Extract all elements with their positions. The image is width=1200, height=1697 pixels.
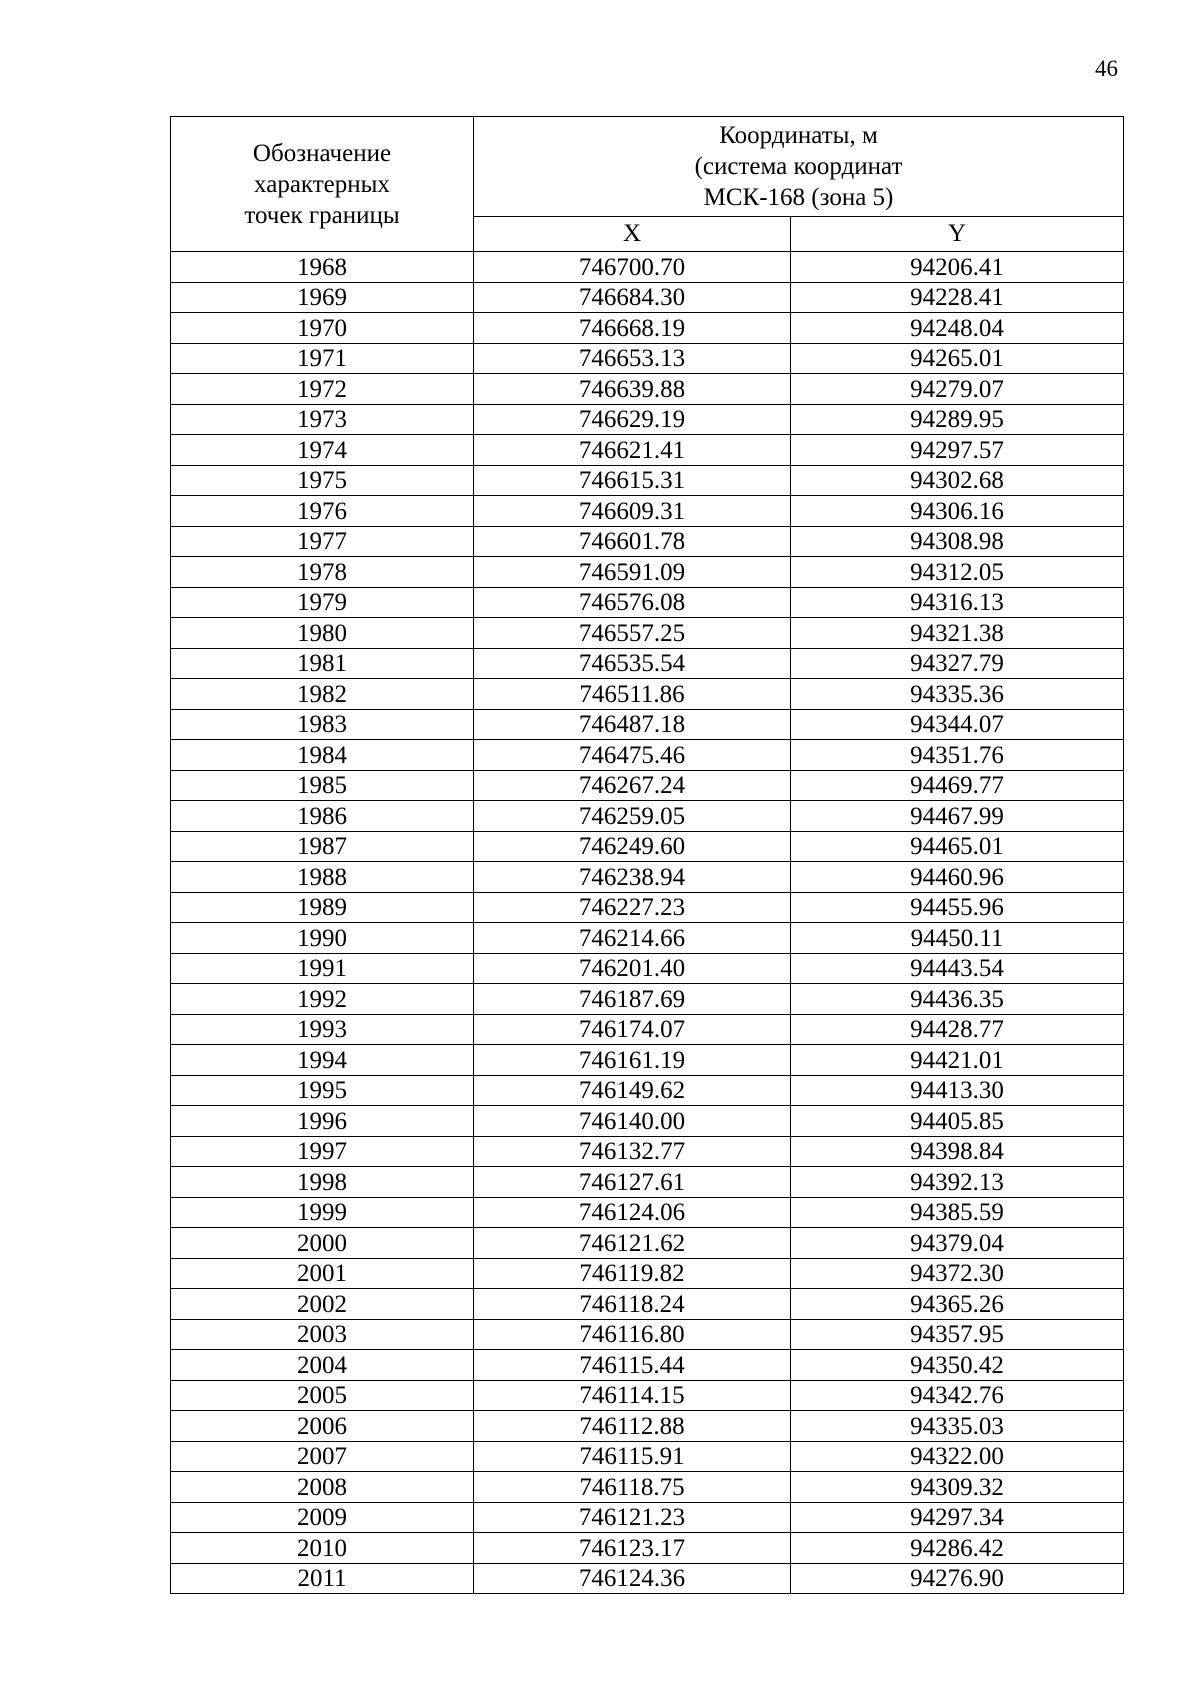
table-row [171,1289,1124,1320]
point-cell: 1996 [171,1106,474,1137]
x-cell: 746124.36 [474,1563,791,1594]
table-row [171,252,1124,283]
point-cell: 1992 [171,984,474,1015]
table-row [171,435,1124,466]
x-cell: 746475.46 [474,740,791,771]
table-row [171,1350,1124,1381]
point-cell: 1976 [171,496,474,527]
x-cell: 746161.19 [474,1045,791,1076]
point-cell: 1986 [171,801,474,832]
y-cell: 94265.01 [791,343,1124,374]
point-cell: 1995 [171,1075,474,1106]
point-cell: 1989 [171,892,474,923]
x-cell: 746629.19 [474,404,791,435]
y-cell: 94297.57 [791,435,1124,466]
y-cell: 94335.03 [791,1411,1124,1442]
x-cell: 746511.86 [474,679,791,710]
point-cell: 1970 [171,313,474,344]
point-cell: 1999 [171,1197,474,1228]
x-cell: 746214.66 [474,923,791,954]
table-row [171,1533,1124,1564]
y-cell: 94302.68 [791,465,1124,496]
point-cell: 1984 [171,740,474,771]
point-cell: 2000 [171,1228,474,1259]
y-cell: 94379.04 [791,1228,1124,1259]
x-cell: 746119.82 [474,1258,791,1289]
point-cell: 1981 [171,648,474,679]
point-cell: 1979 [171,587,474,618]
x-cell: 746140.00 [474,1106,791,1137]
x-cell: 746609.31 [474,496,791,527]
y-cell: 94365.26 [791,1289,1124,1320]
x-cell: 746227.23 [474,892,791,923]
y-cell: 94316.13 [791,587,1124,618]
x-cell: 746259.05 [474,801,791,832]
table-row [171,465,1124,496]
x-cell: 746267.24 [474,770,791,801]
point-cell: 2011 [171,1563,474,1594]
x-cell: 746116.80 [474,1319,791,1350]
x-cell: 746121.62 [474,1228,791,1259]
point-cell: 1987 [171,831,474,862]
table-row [171,1411,1124,1442]
table-row [171,282,1124,313]
header-line: Обозначение [252,139,392,167]
point-cell: 1985 [171,770,474,801]
y-cell: 94450.11 [791,923,1124,954]
point-cell: 2002 [171,1289,474,1320]
table-row [171,648,1124,679]
point-cell: 1982 [171,679,474,710]
point-label-header [171,117,474,252]
y-cell: 94460.96 [791,862,1124,893]
table-row [171,343,1124,374]
x-cell: 746591.09 [474,557,791,588]
table-row [171,923,1124,954]
y-cell: 94306.16 [791,496,1124,527]
table-row [171,1441,1124,1472]
point-cell: 1974 [171,435,474,466]
y-cell: 94308.98 [791,526,1124,557]
table-row [171,1136,1124,1167]
y-cell: 94351.76 [791,740,1124,771]
table-row [171,953,1124,984]
point-cell: 1988 [171,862,474,893]
point-cell: 1972 [171,374,474,405]
point-cell: 1971 [171,343,474,374]
table-row [171,1258,1124,1289]
x-cell: 746576.08 [474,587,791,618]
y-cell: 94443.54 [791,953,1124,984]
table-row [171,740,1124,771]
x-cell: 746684.30 [474,282,791,313]
table-row [171,557,1124,588]
x-cell: 746653.13 [474,343,791,374]
y-cell: 94405.85 [791,1106,1124,1137]
point-cell: 1993 [171,1014,474,1045]
y-cell: 94344.07 [791,709,1124,740]
x-cell: 746118.24 [474,1289,791,1320]
header-line: (система координат [694,153,903,181]
page-number: 46 [1095,56,1118,81]
y-column-header: Y [791,217,1124,252]
table-row [171,709,1124,740]
x-cell: 746615.31 [474,465,791,496]
point-cell: 2001 [171,1258,474,1289]
y-cell: 94335.36 [791,679,1124,710]
y-cell: 94469.77 [791,770,1124,801]
table-row [171,1106,1124,1137]
point-cell: 2009 [171,1502,474,1533]
x-cell: 746121.23 [474,1502,791,1533]
y-cell: 94413.30 [791,1075,1124,1106]
point-cell: 1997 [171,1136,474,1167]
table-row [171,1502,1124,1533]
table-row [171,404,1124,435]
table-row [171,770,1124,801]
table-row [171,496,1124,527]
x-cell: 746238.94 [474,862,791,893]
table-row [171,984,1124,1015]
x-cell: 746187.69 [474,984,791,1015]
header-line: Координаты, м [719,122,878,150]
y-cell: 94455.96 [791,892,1124,923]
x-cell: 746621.41 [474,435,791,466]
point-cell: 1977 [171,526,474,557]
table-row [171,862,1124,893]
y-cell: 94279.07 [791,374,1124,405]
table-row [171,374,1124,405]
point-cell: 2007 [171,1441,474,1472]
x-cell: 746115.44 [474,1350,791,1381]
point-cell: 1991 [171,953,474,984]
y-cell: 94436.35 [791,984,1124,1015]
y-cell: 94228.41 [791,282,1124,313]
y-cell: 94321.38 [791,618,1124,649]
x-cell: 746118.75 [474,1472,791,1503]
point-cell: 1978 [171,557,474,588]
y-cell: 94392.13 [791,1167,1124,1198]
point-cell: 2005 [171,1380,474,1411]
point-cell: 1969 [171,282,474,313]
x-cell: 746112.88 [474,1411,791,1442]
y-cell: 94309.32 [791,1472,1124,1503]
header-line: точек границы [244,201,400,229]
point-cell: 1973 [171,404,474,435]
x-column-header: X [474,217,791,252]
coordinates-header [474,117,1124,217]
header-line: характерных [254,170,390,198]
x-cell: 746132.77 [474,1136,791,1167]
point-cell: 1998 [171,1167,474,1198]
y-cell: 94465.01 [791,831,1124,862]
x-cell: 746174.07 [474,1014,791,1045]
y-cell: 94289.95 [791,404,1124,435]
table-row [171,1045,1124,1076]
point-cell: 1980 [171,618,474,649]
x-cell: 746127.61 [474,1167,791,1198]
x-cell: 746487.18 [474,709,791,740]
table-row [171,1472,1124,1503]
table-row [171,1319,1124,1350]
x-cell: 746115.91 [474,1441,791,1472]
y-cell: 94421.01 [791,1045,1124,1076]
x-cell: 746601.78 [474,526,791,557]
point-cell: 2010 [171,1533,474,1564]
x-cell: 746639.88 [474,374,791,405]
table-body [171,252,1124,1594]
table-row [171,1167,1124,1198]
y-cell: 94206.41 [791,252,1124,283]
table-row [171,1380,1124,1411]
table-row [171,1197,1124,1228]
table-row [171,679,1124,710]
point-cell: 1983 [171,709,474,740]
y-cell: 94327.79 [791,648,1124,679]
table-row [171,801,1124,832]
point-cell: 1990 [171,923,474,954]
point-cell: 2006 [171,1411,474,1442]
table-row [171,618,1124,649]
y-cell: 94342.76 [791,1380,1124,1411]
y-cell: 94467.99 [791,801,1124,832]
point-cell: 2008 [171,1472,474,1503]
point-cell: 2004 [171,1350,474,1381]
table-row [171,831,1124,862]
point-cell: 1994 [171,1045,474,1076]
y-cell: 94312.05 [791,557,1124,588]
x-cell: 746149.62 [474,1075,791,1106]
table-row [171,1228,1124,1259]
table-row [171,587,1124,618]
point-cell: 1968 [171,252,474,283]
table-row [171,526,1124,557]
x-cell: 746249.60 [474,831,791,862]
y-cell: 94357.95 [791,1319,1124,1350]
y-cell: 94322.00 [791,1441,1124,1472]
table-row [171,1014,1124,1045]
x-cell: 746557.25 [474,618,791,649]
x-cell: 746123.17 [474,1533,791,1564]
y-cell: 94297.34 [791,1502,1124,1533]
table-row [171,1563,1124,1594]
x-cell: 746535.54 [474,648,791,679]
y-cell: 94350.42 [791,1350,1124,1381]
y-cell: 94428.77 [791,1014,1124,1045]
point-cell: 1975 [171,465,474,496]
y-cell: 94398.84 [791,1136,1124,1167]
x-cell: 746201.40 [474,953,791,984]
table-row [171,1075,1124,1106]
x-cell: 746114.15 [474,1380,791,1411]
table-header [171,117,1124,252]
coordinates-table [170,116,1124,1594]
y-cell: 94385.59 [791,1197,1124,1228]
table-row [171,313,1124,344]
point-cell: 2003 [171,1319,474,1350]
y-cell: 94286.42 [791,1533,1124,1564]
y-cell: 94276.90 [791,1563,1124,1594]
header-line: МСК-168 (зона 5) [703,184,894,212]
x-cell: 746668.19 [474,313,791,344]
y-cell: 94372.30 [791,1258,1124,1289]
x-cell: 746124.06 [474,1197,791,1228]
table-row [171,892,1124,923]
x-cell: 746700.70 [474,252,791,283]
y-cell: 94248.04 [791,313,1124,344]
